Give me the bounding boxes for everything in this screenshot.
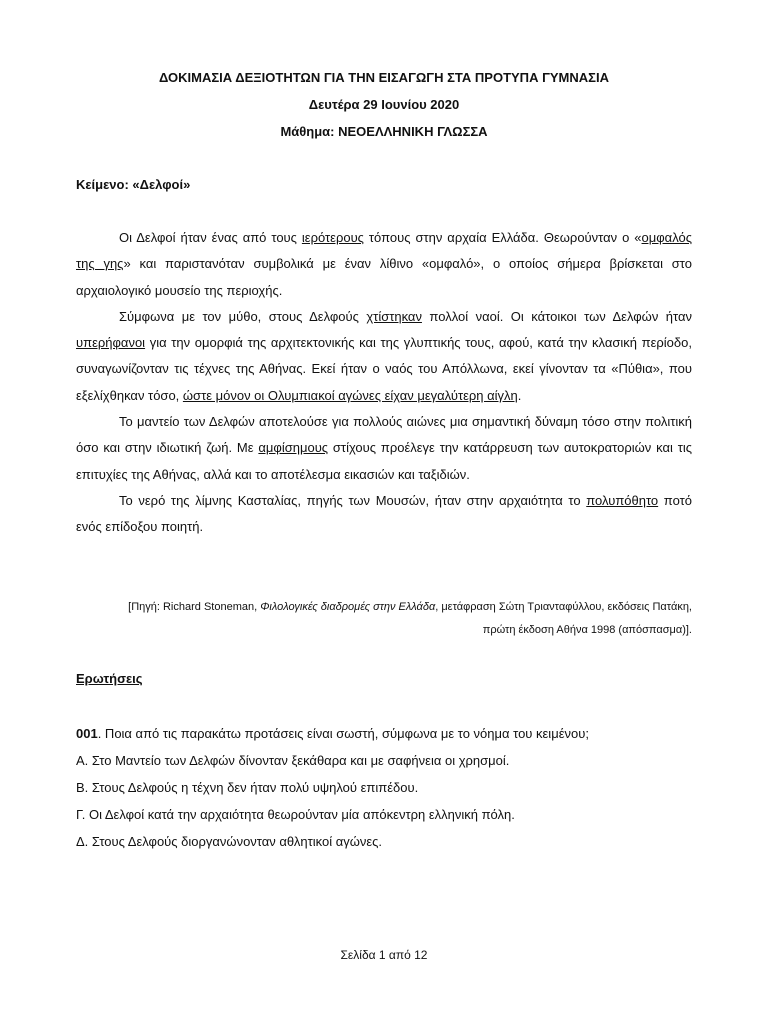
source-line-1: [Πηγή: Richard Stoneman, Φιλολογικές διαδρομές στην Ελλάδα, μετάφραση Σώτη Τριανταφύλλου, εκδόσεις Πατάκη, — [128, 601, 692, 613]
underlined-word: πολυπόθητο — [586, 492, 659, 508]
underlined-word: χτίστηκαν — [366, 308, 422, 324]
questions-title: Ερωτήσεις — [76, 671, 143, 686]
paragraph-2: Σύμφωνα με τον μύθο, στους Δελφούς χτίστηκαν πολλοί ναοί. Οι κάτοικοι των Δελφών ήταν υπερήφανοι για την ομορφιά της αρχιτεκτονικής και της γλυπτικής τους, αφού, κατά την κλασική περίοδο, συναγωνίζονταν τις τέχνες της Αθήνας. Εκεί ήταν ο ναός του Απόλλωνα, εκεί γίνονταν τα «Πύθια», που εξελίχθηκαν τόσο, ώστε μόνον οι Ολυμπιακοί αγώνες είχαν μεγαλύτερη αίγλη. — [76, 308, 692, 403]
text-title: Κείμενο: «Δελφοί» — [76, 177, 191, 192]
option-d: Δ. Στους Δελφούς διοργανώνονταν αθλητικοί αγώνες. — [76, 834, 383, 849]
underlined-word: ιερότερους — [301, 230, 364, 245]
page-number: Σελίδα 1 από 12 — [340, 948, 428, 962]
exam-title: ΔΟΚΙΜΑΣΙΑ ΔΕΞΙΟΤΗΤΩΝ ΓΙΑ ΤΗΝ ΕΙΣΑΓΩΓΗ ΣΤΑ ΠΡΟΤΥΠΑ ΓΥΜΝΑΣΙΑ — [159, 70, 609, 85]
option-a: Α. Στο Μαντείο των Δελφών δίνονταν ξεκάθαρα και με σαφήνεια οι χρησμοί. — [76, 753, 510, 768]
option-c: Γ. Οι Δελφοί κατά την αρχαιότητα θεωρούνταν μία απόκεντρη ελληνική πόλη. — [76, 807, 515, 822]
source-citation — [72, 596, 692, 642]
question-number: 001 — [76, 726, 98, 741]
underlined-phrase: ομφαλός της γης — [76, 230, 692, 272]
exam-subject: Μάθημα: ΝΕΟΕΛΛΗΝΙΚΗ ΓΛΩΣΣΑ — [280, 124, 488, 139]
source-line-2: πρώτη έκδοση Αθήνα 1998 (απόσπασμα)]. — [482, 624, 692, 636]
book-title: Φιλολογικές διαδρομές στην Ελλάδα — [260, 601, 436, 613]
paragraph-3: Το μαντείο των Δελφών αποτελούσε για πολλούς αιώνες μια σημαντική δύναμη τόσο στην πολιτική όσο και στην ιδιωτική ζωή. Με αμφίσημους στίχους προέλεγε την κατάρρευση των αυτοκρατοριών και τις επιτυχίες της Αθήνας, αλλά και το αποτέλεσμα εικασιών και ταξιδιών. — [76, 414, 693, 482]
option-b: Β. Στους Δελφούς η τέχνη δεν ήταν πολύ υψηλού επιπέδου. — [76, 780, 419, 795]
question-001 — [76, 720, 692, 855]
underlined-word: αμφίσημους — [258, 440, 329, 456]
underlined-phrase: ώστε μόνον οι Ολυμπιακοί αγώνες είχαν μεγαλύτερη αίγλη — [182, 387, 518, 403]
underlined-word: υπερήφανοι — [76, 335, 146, 351]
exam-date: Δευτέρα 29 Ιουνίου 2020 — [308, 97, 460, 112]
passage — [76, 225, 692, 541]
question-stem: 001. Ποια από τις παρακάτω προτάσεις είναι σωστή, σύμφωνα με το νόημα του κειμένου; — [76, 726, 589, 741]
paragraph-1: Οι Δελφοί ήταν ένας από τους ιερότερους τόπους στην αρχαία Ελλάδα. Θεωρούνταν ο «ομφαλός της γης» και παριστανόταν συμβολικά με έναν λίθινο «ομφαλό», ο οποίος σήμερα βρίσκεται στο αρχαιολογικό μουσείο της περιοχής. — [76, 230, 692, 298]
paragraph-4: Το νερό της λίμνης Κασταλίας, πηγής των Μουσών, ήταν στην αρχαιότητα το πολυπόθητο ποτό ενός επίδοξου ποιητή. — [76, 492, 692, 535]
